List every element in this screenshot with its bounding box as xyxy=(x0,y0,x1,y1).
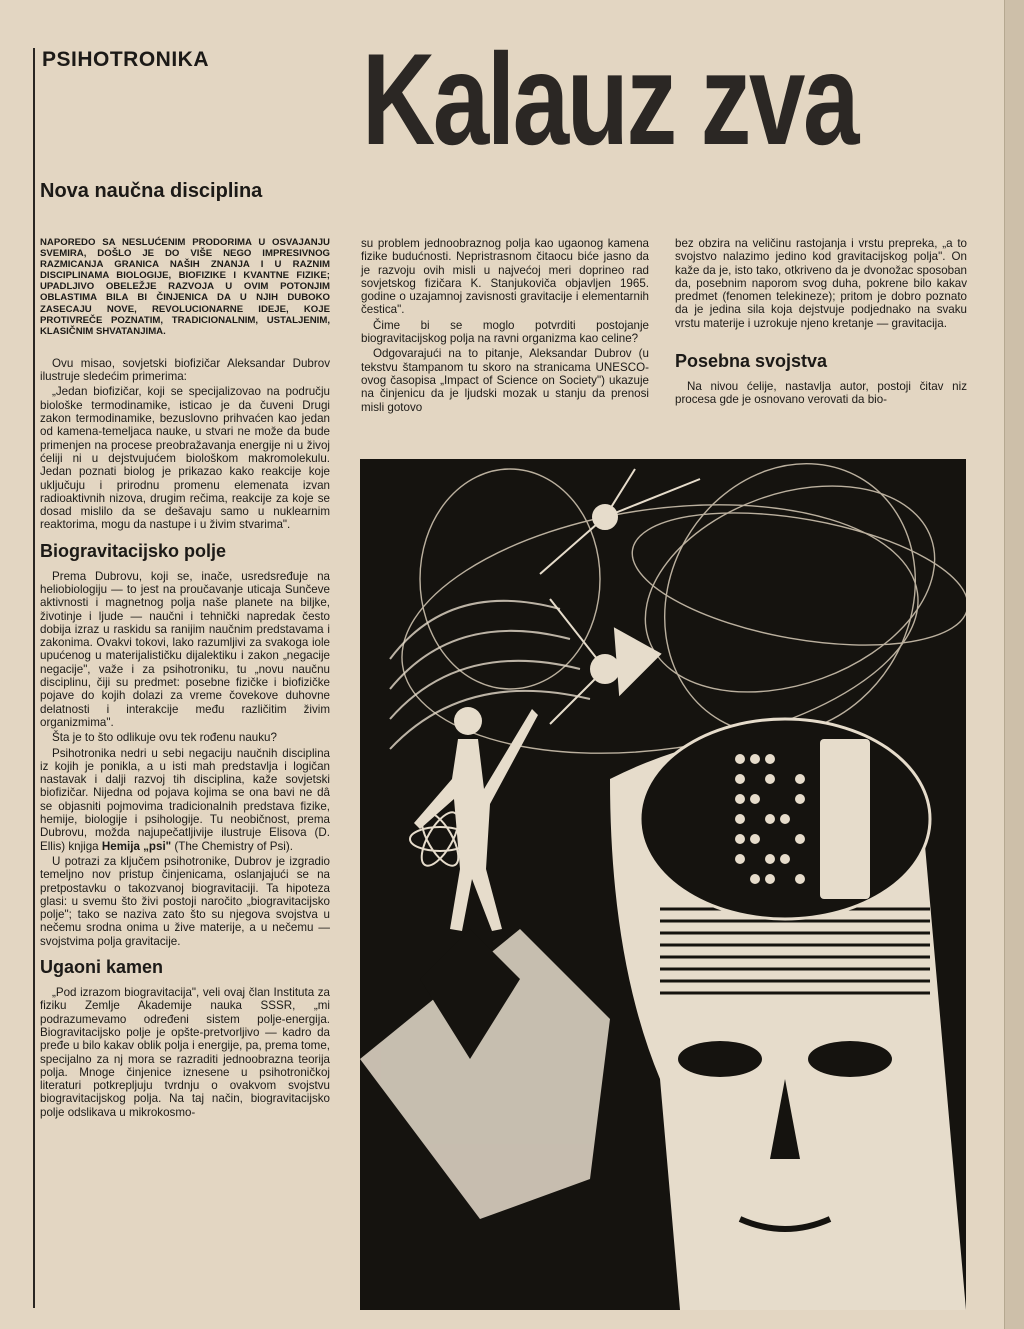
headline: Kalauz zva xyxy=(362,26,858,172)
paragraph: Prema Dubrovu, koji se, inače, usredsređuje na heliobiologiju — to jest na proučavanje uticaja Sunčeve aktivnosti i magnetnog polja naše planete na biljke, životinje i ljude — naučni i tehnički napredak često dobija izraz u raskidu sa ranijim naučnim predstavama i zakonima. Ovakvi tokovi, lako razumljivi za svakoga iole upućenog u materijalističku dijalektiku i zakon „negacije negacije", važe i za psihotroniku, tu „novu naučnu disciplinu, čiji su predmet: posebne fizičke i biofizičke pojave do kojih dolazi za vreme čovekove duhovne delatnosti i interakcije među različitim živim organizmima". xyxy=(40,569,330,729)
left-margin-rule xyxy=(33,48,35,1308)
paragraph xyxy=(40,747,330,853)
article-column-2 xyxy=(361,237,649,416)
paragraph: U potrazi za ključem psihotronike, Dubrov je izgradio temeljno nov pristup činjenicama, oslanjajući se na pretpostavku o takozvanoj biogravitaciji. Ta hipoteza glasi: u svemu što živi postoji naročito „biogravitacijsko polje"; tako se naziva zato što su njegova svojstva u nečemu srodna onima u žive materije, a u nečemu — svojstvima polja gravitacije. xyxy=(40,854,330,948)
paragraph: Na nivou ćelije, nastavlja autor, postoji čitav niz procesa gde je osnovano verovati da bio- xyxy=(675,380,967,407)
paragraph: Ovu misao, sovjetski biofizičar Aleksandar Dubrov ilustruje sledećim primerima: xyxy=(40,356,330,384)
section-heading: Biogravitacijsko polje xyxy=(40,540,227,561)
paragraph: „Jedan biofizičar, koji se specijalizovao na području biološke termodinamike, isticao je da čuveni Drugi zakon termodinamike, bezuslovno prihvaćen kao jedan od kamena-temeljaca nauke, u stvari ne može da bude primenjen na procese preobražavanja energije ni u živoj ćeliji ni u dejstvujućem biološkom makromolekulu. Jedan poznati biolog je prikazao kako reakcije koje uključuju i prirodnu promenu elemenata izvan radioaktivnih nizova, drugim rečima, reakcije za koje se dosad mislilo da se dešavaju samo u nuklearnim reaktorima, mogu da nastupe i u živim stvarima". xyxy=(40,385,330,532)
paragraph-text: Psihotronika nedri u sebi negaciju naučnih disciplina iz kojih je ponikla, a u isti mah predstavlja i logičan nastavak i dalji razvoj tih disciplina, kaže sovjetski biofizičar. Nijedna od pojava kojima se ona bavi ne dâ se objasniti pojmovima tradicionalnih predstava fizike, hemije, biologije i psihologije. Tu neobičnost, prema Dubrovu, možda najupečatljivije ilustruje Elisova (D. Ellis) knjiga xyxy=(40,746,330,853)
article-column-1 xyxy=(40,237,330,1121)
page-edge xyxy=(1004,0,1024,1329)
illustration-svg xyxy=(360,459,966,1310)
paragraph: Čime bi se moglo potvrditi postojanje biogravitacijskog polja na ravni organizma kao celine? xyxy=(361,318,649,346)
book-title: Hemija „psi" xyxy=(101,839,172,853)
page-edge-line xyxy=(1004,0,1005,1329)
subhead: Nova naučna disciplina xyxy=(40,180,263,202)
section-heading: Posebna svojstva xyxy=(675,351,828,372)
paragraph: „Pod izrazom biogravitacija", veli ovaj član Instituta za fiziku Zemlje Akademije nauka SSSR, „mi podrazumevamo određeni sistem polje-energija. Biogravitacijsko polje je opšte-pretvorljivo — kadro da pređe u bilo kakav oblik polja i energije, pa, prema tome, specijalno za nj mora se razraditi jednoobrazna teorija polja. Mnoge činjenice iznesene u psihotroničkoj literaturi potkrepljuju tvrdnju o ovakvom svojstvu biogravitacijskog polja. Na taj način, biogravitacijsko polje odslikava u mikrokosmo- xyxy=(40,986,331,1119)
psychotronics-illustration-icon xyxy=(360,459,966,1310)
paragraph: su problem jednoobraznog polja kao ugaonog kamena fizike budućnosti. Nepristrasnom čitaocu biće jasno da je razvoju ovih misli u najvećoj meri doprineo rad sovjetskog fizičara K. Stanjukoviča objavljen 1965. godine o uzajamnoj zavisnosti gravitacije i elementarnih čestica". xyxy=(361,237,649,317)
paragraph-text: (The Chemistry of Psi). xyxy=(174,839,293,853)
paragraph: Šta je to što odlikuje ovu tek rođenu nauku? xyxy=(52,731,277,745)
paragraph: bez obzira na veličinu rastojanja i vrstu prepreka, „a to svojstvo nalazimo jedino kod gravitacijskog polja". On kaže da je, isto tako, otkriveno da je dvonožac sposoban da, posebnim naporom svog duha, pokrene bilo kakav predmet (fenomen telekineze); pritom je dobro poznato da je jedina sila koja dejstvuje podjednako na svaku vrstu materije i uzrokuje njeno kretanje — gravitacija. xyxy=(675,237,967,330)
article-column-3 xyxy=(675,237,967,409)
section-heading: Ugaoni kamen xyxy=(40,957,164,978)
lead-paragraph: NAPOREDO SA NESLUĆENIM PRODORIMA U OSVAJANJU SVEMIRA, DOŠLO JE DO VIŠE NEGO IMPRESIVNOG RAZMICANJA GRANICA NAŠIH ZNANJA I U RAZNIM DISCIPLINAMA BIOLOGIJE, BIOFIZIKE I KVANTNE FIZIKE; UPADLJIVO OBELEŽJE RAZVOJA U OVIM POTONJIM OBLASTIMA BILA BI ČINJENICA DA U NJIH DUBOKO ZASECAJU NOVE, REVOLUCIONARNE IDEJE, KOJE PROTIVREČE POZNATIM, TRADICIONALNIM, USTALJENIM, KLASIČNIM SHVATANJIMA. xyxy=(40,237,330,337)
paragraph: Odgovarajući na to pitanje, Aleksandar Dubrov (u tekstvu štampanom tu skoro na stranicama UNESCO-ovog časopisa „Impact of Science on Society") ukazuje na činjenicu da je ljudski mozak u stanju da prenosi misli gotovo xyxy=(361,347,649,414)
section-label: PSIHOTRONIKA xyxy=(42,48,210,71)
